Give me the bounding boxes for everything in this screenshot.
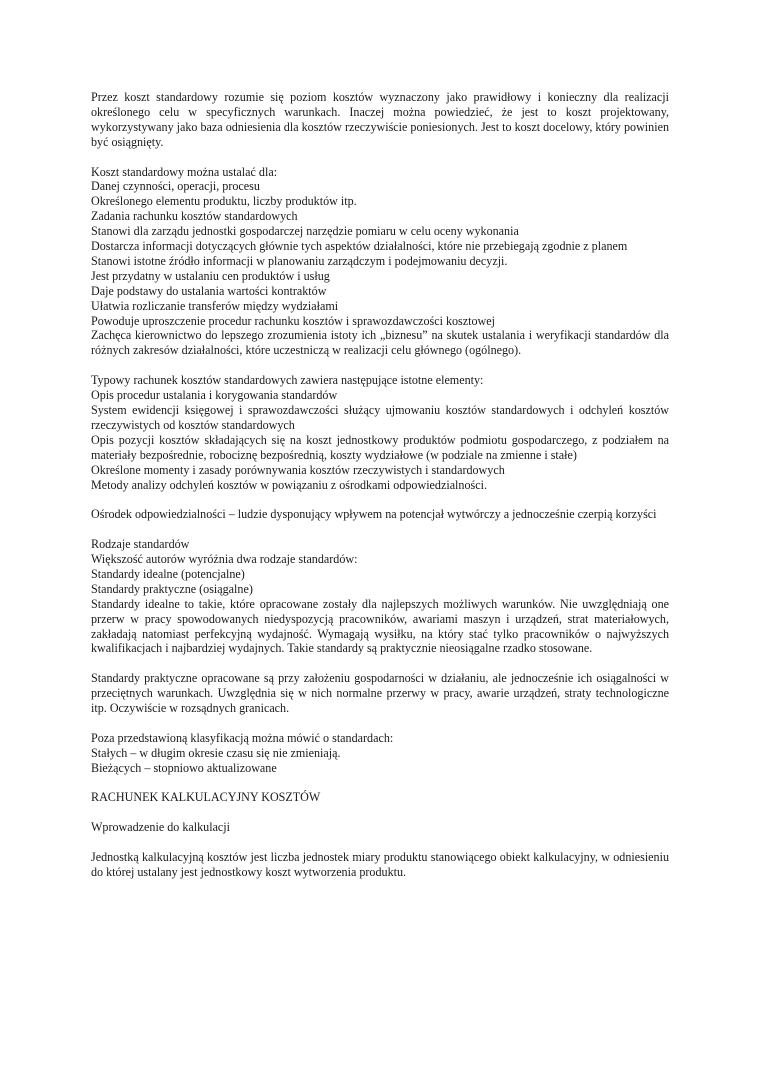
list-item: Określonego elementu produktu, liczby produktów itp. (91, 194, 357, 209)
list-item: Typowy rachunek kosztów standardowych zawiera następujące istotne elementy: (91, 373, 484, 388)
document-page (91, 90, 669, 880)
list-item: Większość autorów wyróżnia dwa rodzaje standardów: (91, 552, 358, 567)
list-item: Metody analizy odchyleń kosztów w powiązaniu z ośrodkami odpowiedzialności. (91, 477, 487, 492)
list-item: Standardy idealne to takie, które opracowane zostały dla najlepszych możliwych warunków. Nie uwzględniają one przerw w pracy spowodowanych niedyspozycją pracowników, awariami maszyn i urządzeń, strat materiałowych, zakładają natomiast perfekcyjną wydajność. Wymagają wysiłku, na który stać tylko pracowników o najwyższych kwalifikacjach i najbardziej wydajnych. Takie standardy są praktycznie nieosiągalne rzadko stosowane. (91, 596, 669, 656)
list-item: Zadania rachunku kosztów standardowych (91, 209, 298, 224)
list-item: Standardy praktyczne (osiągalne) (91, 581, 253, 596)
list-item: Koszt standardowy można ustalać dla: (91, 164, 278, 179)
list-item: Dostarcza informacji dotyczących głównie tych aspektów działalności, które nie przebiegają zgodnie z planem (91, 239, 628, 254)
list-standard-uses (91, 165, 669, 359)
list-item: Bieżących – stopniowo aktualizowane (91, 760, 277, 775)
list-item: Standardy idealne (potencjalne) (91, 566, 245, 581)
list-item: Stanowi istotne źródło informacji w planowaniu zarządczym i podejmowaniu decyzji. (91, 253, 508, 268)
list-item: Ułatwia rozliczanie transferów między wydziałami (91, 298, 339, 313)
list-item: Opis pozycji kosztów składających się na koszt jednostkowy produktów podmiotu gospodarczego, z podziałem na materiały bezpośrednie, robociznę bezpośrednią, koszty wydziałowe (w podziale na zmienne i stałe) (91, 432, 669, 462)
list-elements (91, 373, 669, 492)
list-item: Opis procedur ustalania i korygowania standardów (91, 388, 338, 403)
list-item: Jest przydatny w ustalaniu cen produktów i usług (91, 268, 330, 283)
section-subheading: Wprowadzenie do kalkulacji (91, 820, 231, 835)
paragraph-practical-standards: Standardy praktyczne opracowane są przy założeniu gospodarności w działaniu, ale jednocześnie ich osiągalności w przeciętnych warunkach. Uwzględnia się w nich normalne przerwy w pracy, awarie urządzeń, straty technologiczne itp. Oczywiście w rozsądnych granicach. (91, 671, 669, 716)
list-standard-types (91, 537, 669, 656)
list-item: Poza przedstawioną klasyfikacją można mówić o standardach: (91, 730, 394, 745)
section-heading: RACHUNEK KALKULACYJNY KOSZTÓW (91, 790, 321, 805)
list-item: System ewidencji księgowej i sprawozdawczości służący ujmowaniu kosztów standardowych i odchyleń kosztów rzeczywistych od kosztów standardowych (91, 403, 669, 432)
list-item: Powoduje uproszczenie procedur rachunku kosztów i sprawozdawczości kosztowej (91, 313, 496, 328)
list-item: Stanowi dla zarządu jednostki gospodarczej narzędzie pomiaru w celu oceny wykonania (91, 224, 519, 239)
list-item: Zachęca kierownictwo do lepszego zrozumienia istoty ich „biznesu” na skutek ustalania i weryfikacji standardów dla różnych zakresów działalności, które uczestniczą w realizacji celu głównego (ogólnego). (91, 328, 669, 358)
paragraph-definition: Przez koszt standardowy rozumie się poziom kosztów wyznaczony jako prawidłowy i konieczny dla realizacji określonego celu w specyficznych warunkach. Inaczej można powiedzieć, że jest to koszt projektowany, wykorzystywany jako baza odniesienia dla kosztów rzeczywiście poniesionych. Jest to koszt docelowy, który powinien być osiągnięty. (91, 90, 669, 149)
list-item: Daje podstawy do ustalania wartości kontraktów (91, 283, 327, 298)
paragraph-responsibility-center: Ośrodek odpowiedzialności – ludzie dysponujący wpływem na potencjał wytwórczy a jednocześnie czerpią korzyści (91, 507, 657, 522)
paragraph-calculation-unit: Jednostką kalkulacyjną kosztów jest liczba jednostek miary produktu stanowiącego obiekt kalkulacyjny, w odniesieniu do której ustalany jest jednostkowy koszt wytworzenia produktu. (91, 850, 669, 879)
list-item: Rodzaje standardów (91, 537, 190, 552)
list-classification (91, 731, 669, 776)
list-item: Określone momenty i zasady porównywania kosztów rzeczywistych i standardowych (91, 462, 505, 477)
list-item: Danej czynności, operacji, procesu (91, 179, 260, 194)
list-item: Stałych – w długim okresie czasu się nie zmieniają. (91, 745, 341, 760)
